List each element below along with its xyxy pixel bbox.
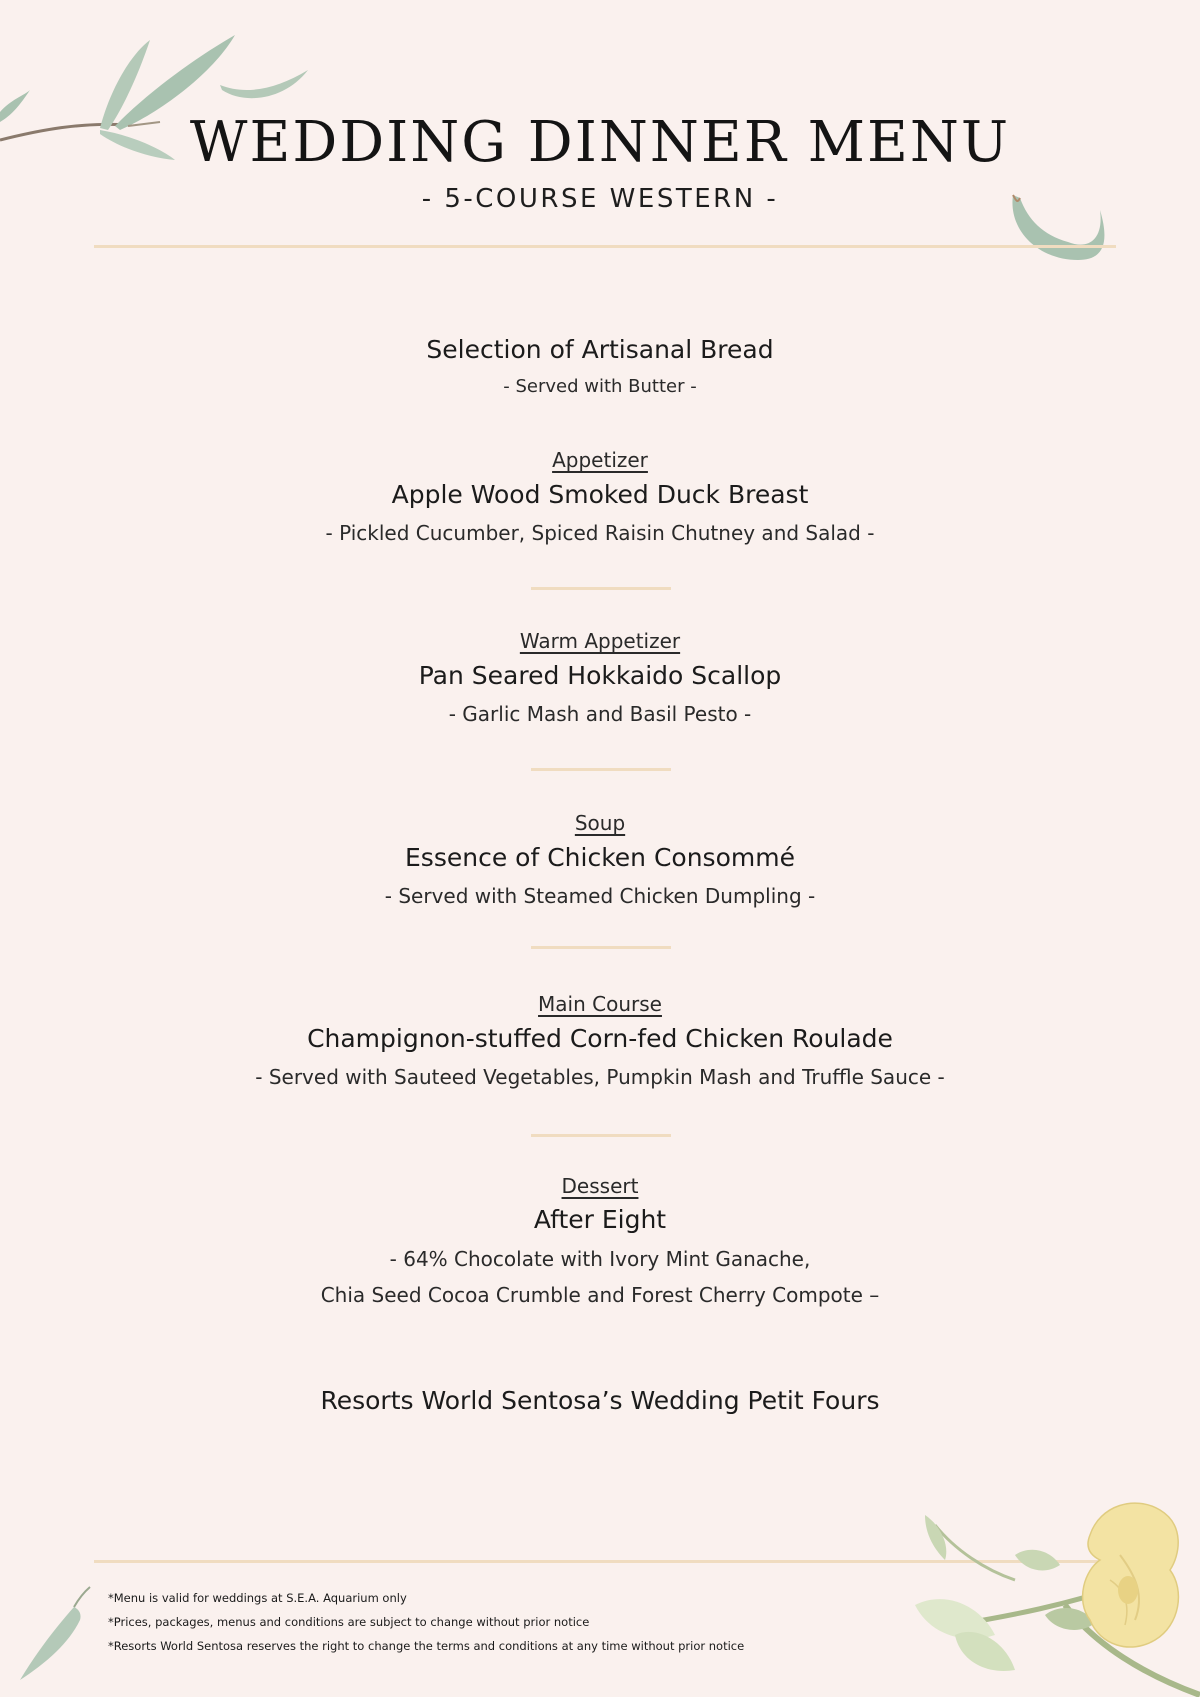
- falling-leaf-icon: [18, 1585, 93, 1685]
- description-dessert-line1: - 64% Chocolate with Ivory Mint Ganache,: [389, 1247, 811, 1271]
- course-divider: [531, 768, 671, 771]
- description-dessert-line2: Chia Seed Cocoa Crumble and Forest Cherry Compote –: [320, 1283, 880, 1307]
- bread-description: - Served with Butter -: [503, 376, 697, 397]
- course-divider: [531, 1134, 671, 1137]
- footnote: *Resorts World Sentosa reserves the right to change the terms and conditions at any time without prior notice: [108, 1639, 745, 1653]
- top-divider: [94, 245, 1116, 248]
- dish-appetizer: Apple Wood Smoked Duck Breast: [391, 480, 809, 509]
- footnote: *Menu is valid for weddings at S.E.A. Aquarium only: [108, 1591, 407, 1605]
- footnotes: [108, 1586, 744, 1658]
- description-appetizer: - Pickled Cucumber, Spiced Raisin Chutney and Salad -: [325, 521, 875, 545]
- course-label-dessert: Dessert: [561, 1174, 639, 1198]
- description-warm-appetizer: - Garlic Mash and Basil Pesto -: [448, 702, 752, 726]
- page-title: WEDDING DINNER MENU: [189, 110, 1011, 175]
- course-divider: [531, 946, 671, 949]
- dish-main-course: Champignon-stuffed Corn-fed Chicken Roulade: [307, 1024, 893, 1053]
- course-label-appetizer: Appetizer: [552, 448, 648, 472]
- course-label-main-course: Main Course: [538, 992, 662, 1016]
- description-soup: - Served with Steamed Chicken Dumpling -: [384, 884, 816, 908]
- dish-soup: Essence of Chicken Consommé: [405, 843, 795, 872]
- bread-dish: Selection of Artisanal Bread: [426, 335, 774, 364]
- course-divider: [531, 587, 671, 590]
- course-label-soup: Soup: [574, 811, 626, 835]
- description-main-course: - Served with Sauteed Vegetables, Pumpkin Mash and Truffle Sauce -: [255, 1065, 945, 1089]
- dish-dessert: After Eight: [533, 1205, 667, 1234]
- course-label-warm-appetizer: Warm Appetizer: [519, 629, 681, 653]
- closing-item: Resorts World Sentosa’s Wedding Petit Fours: [320, 1386, 880, 1415]
- dish-warm-appetizer: Pan Seared Hokkaido Scallop: [418, 661, 782, 690]
- footnote: *Prices, packages, menus and conditions are subject to change without prior notice: [108, 1615, 590, 1629]
- yellow-flower-icon: [895, 1495, 1200, 1697]
- page-subtitle: - 5-COURSE WESTERN -: [421, 184, 779, 214]
